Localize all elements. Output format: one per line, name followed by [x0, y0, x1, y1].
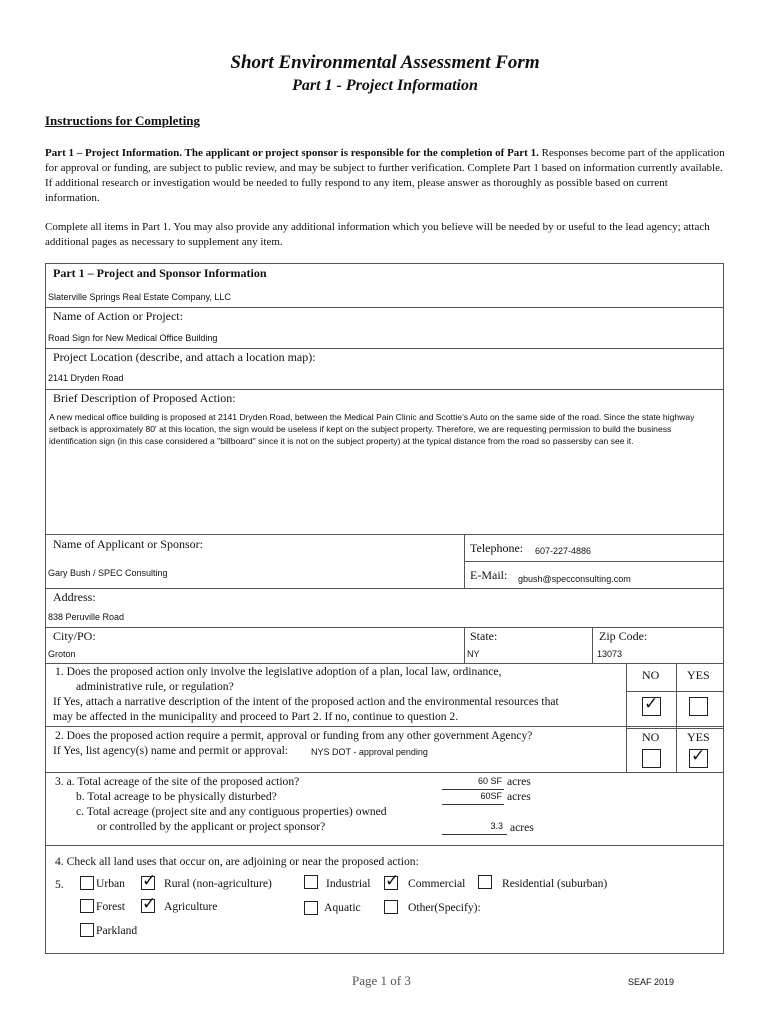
- page-number: Page 1 of 3: [352, 973, 411, 988]
- q1-line1: 1. Does the proposed action only involve the legislative adoption of a plan, local law, ordinance,: [55, 665, 502, 678]
- q3c-field[interactable]: [442, 822, 507, 835]
- city-value[interactable]: Groton: [48, 649, 76, 659]
- q3a-label: 3. a. Total acreage of the site of the proposed action?: [55, 775, 300, 788]
- q5-number: 5.: [55, 878, 64, 891]
- form-code: SEAF 2019: [628, 977, 675, 987]
- instructions-heading: Instructions for Completing: [45, 113, 201, 128]
- form-subtitle: Part 1 - Project Information: [292, 77, 478, 94]
- q3c-unit: acres: [510, 821, 534, 834]
- landuse-residential-checkbox[interactable]: [478, 875, 492, 889]
- q3a-value: 60 SF: [477, 776, 502, 786]
- description-label: Brief Description of Proposed Action:: [53, 391, 236, 405]
- landuse-other-checkbox[interactable]: [384, 900, 398, 914]
- q1-no-header: NO: [642, 668, 660, 682]
- project-location-label: Project Location (describe, and attach a location map):: [53, 350, 316, 364]
- landuse-industrial-checkbox[interactable]: [304, 875, 318, 889]
- q2-yes-checkbox[interactable]: [689, 746, 708, 768]
- address-label: Address:: [53, 590, 96, 604]
- project-sponsor-form: [45, 263, 724, 954]
- description-value[interactable]: A new medical office building is proposed at 2141 Dryden Road, between the Medical Pain Clinic and Scottie's Auto on the same side of the road. Since the state highway setback is approximately 80' at this location, the sign would be useless if kept on the subject property. Therefore, we are requesting permission to build the business identification sign (in this case considered a "billboard" since it is not on the subject property) at the typical distance from the road so passersby can see it.: [49, 412, 695, 446]
- q2-line1: 2. Does the proposed action require a permit, approval or funding from any other government Agency?: [55, 729, 533, 742]
- email-label: E-Mail:: [470, 568, 508, 582]
- email-value[interactable]: gbush@specconsulting.com: [518, 574, 631, 584]
- q3b-field[interactable]: [442, 792, 504, 805]
- action-name-label: Name of Action or Project:: [53, 309, 183, 323]
- q3a-field[interactable]: [442, 777, 504, 790]
- q1-line3: If Yes, attach a narrative description of the intent of the proposed action and the environmental resources that: [53, 695, 559, 708]
- q3c-value: 3.3: [490, 821, 503, 831]
- q2-yes-check-icon: ✓: [691, 746, 706, 766]
- applicant-value[interactable]: Gary Bush / SPEC Consulting: [48, 568, 168, 578]
- landuse-parkland-checkbox[interactable]: [80, 923, 94, 937]
- q3b-value: 60SF: [480, 791, 502, 801]
- form-title: Short Environmental Assessment Form: [230, 52, 540, 73]
- landuse-aquatic-label: Aquatic: [324, 901, 361, 914]
- landuse-residential-label: Residential (suburban): [502, 877, 608, 890]
- city-label: City/PO:: [53, 629, 96, 643]
- q2-no-checkbox[interactable]: [642, 749, 661, 768]
- q2-yes-header: YES: [687, 730, 710, 744]
- q1-no-checkbox[interactable]: [642, 694, 661, 716]
- instructions-body: Responses become part of the application for approval or funding, are subject to public review, and may be subject to further verification. Complete Part 1 based on information currently available. If additional research or investigation would be needed to fully respond to any item, please answer as thoroughly as possible based on current information.: [45, 147, 725, 204]
- state-value[interactable]: NY: [467, 649, 480, 659]
- q1-yes-header: YES: [687, 668, 710, 682]
- landuse-commercial-check-icon: ✓: [385, 871, 400, 891]
- landuse-commercial-checkbox[interactable]: [384, 871, 400, 891]
- q4-label: 4. Check all land uses that occur on, are adjoining or near the proposed action:: [55, 855, 419, 868]
- q3c-label-2: or controlled by the applicant or project sponsor?: [97, 820, 326, 833]
- landuse-industrial-label: Industrial: [326, 877, 371, 890]
- landuse-rural-checkbox[interactable]: [141, 871, 157, 891]
- landuse-commercial-label: Commercial: [408, 877, 466, 890]
- landuse-urban-checkbox[interactable]: [80, 876, 94, 890]
- zip-label: Zip Code:: [599, 629, 648, 643]
- landuse-agriculture-check-icon: ✓: [142, 894, 157, 914]
- q1-yes-checkbox[interactable]: [689, 697, 708, 716]
- q2-no-header: NO: [642, 730, 660, 744]
- q3a-unit: acres: [507, 775, 531, 788]
- landuse-rural-label: Rural (non-agriculture): [164, 877, 272, 890]
- q1-line2: administrative rule, or regulation?: [76, 680, 234, 693]
- q2-agency-value[interactable]: NYS DOT - approval pending: [311, 747, 428, 757]
- landuse-forest-label: Forest: [96, 900, 125, 913]
- landuse-forest-checkbox[interactable]: [80, 899, 94, 913]
- q1-line4: may be affected in the municipality and proceed to Part 2. If no, continue to question 2.: [53, 710, 459, 723]
- q2-line2: If Yes, list agency(s) name and permit or approval:: [53, 744, 289, 757]
- telephone-value[interactable]: 607-227-4886: [535, 546, 592, 556]
- landuse-agriculture-checkbox[interactable]: [141, 894, 157, 914]
- q3b-label: b. Total acreage to be physically disturbed?: [76, 790, 277, 803]
- instructions-paragraph: [45, 146, 725, 206]
- instructions-lead: Part 1 – Project Information. The applicant or project sponsor is responsible for the completion of Part 1.: [45, 147, 539, 159]
- telephone-label: Telephone:: [470, 541, 524, 555]
- address-value[interactable]: 838 Peruville Road: [48, 612, 125, 622]
- landuse-other-label: Other(Specify):: [408, 901, 481, 914]
- section-title: Part 1 – Project and Sponsor Information: [53, 266, 267, 280]
- q3b-unit: acres: [507, 790, 531, 803]
- landuse-rural-check-icon: ✓: [142, 871, 157, 891]
- sponsor-company-value[interactable]: Slaterville Springs Real Estate Company, LLC: [48, 292, 231, 302]
- landuse-agriculture-label: Agriculture: [164, 900, 218, 913]
- action-name-value[interactable]: Road Sign for New Medical Office Building: [48, 333, 218, 343]
- state-label: State:: [470, 629, 498, 643]
- instructions-paragraph-2: Complete all items in Part 1. You may also provide any additional information which you believe will be needed by or useful to the lead agency; attach additional pages as necessary to supplement any item.: [45, 221, 710, 248]
- q1-no-check-icon: ✓: [644, 694, 659, 714]
- zip-value[interactable]: 13073: [597, 649, 623, 659]
- applicant-label: Name of Applicant or Sponsor:: [53, 537, 203, 551]
- landuse-urban-label: Urban: [96, 877, 125, 890]
- q3c-label-1: c. Total acreage (project site and any contiguous properties) owned: [76, 805, 387, 818]
- landuse-parkland-label: Parkland: [96, 924, 138, 937]
- project-location-value[interactable]: 2141 Dryden Road: [48, 373, 124, 383]
- landuse-aquatic-checkbox[interactable]: [304, 901, 318, 915]
